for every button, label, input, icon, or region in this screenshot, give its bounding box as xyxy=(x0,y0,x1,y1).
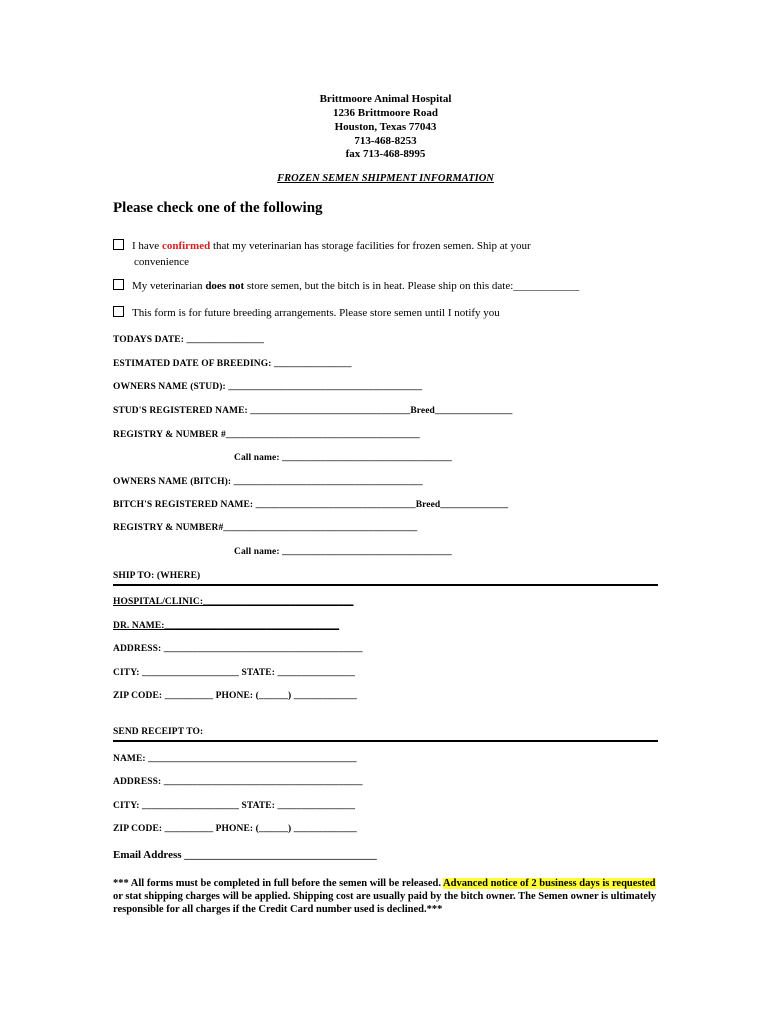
hospital-city: Houston, Texas 77043 xyxy=(334,121,437,133)
opt3-text: This form is for future breeding arrangements. Please store semen until I notify you xyxy=(132,307,500,319)
hospital-fax: fax 713-468-8995 xyxy=(345,148,426,160)
name2-field[interactable]: NAME: ___________________________________________ xyxy=(113,754,357,764)
option-does-not[interactable] xyxy=(113,278,613,294)
note-part2: or stat shipping charges will be applied. Shipping cost are usually paid by the bitch owner. The Semen owner is ultimately responsible for all charges if the Credit Card number used is declined.*** xyxy=(113,891,657,915)
todays-date-field[interactable]: TODAYS DATE: ________________ xyxy=(113,335,265,345)
note-highlight: Advanced notice of 2 business days is requested xyxy=(443,878,656,889)
hospital-street: 1236 Brittmoore Road xyxy=(333,107,438,119)
release-note xyxy=(113,877,658,916)
opt1-line2: convenience xyxy=(134,256,189,268)
checkbox-does-not[interactable] xyxy=(113,279,124,290)
zip-phone2-field[interactable]: ZIP CODE: __________ PHONE: (______) _____________ xyxy=(113,824,357,834)
hospital-phone: 713-468-8253 xyxy=(354,135,417,147)
hospital-clinic-field[interactable]: HOSPITAL/CLINIC:_______________________________ xyxy=(113,597,354,607)
opt1-bold: confirmed xyxy=(161,240,211,252)
dr-name-field[interactable]: DR. NAME:____________________________________ xyxy=(113,621,340,631)
option-confirmed[interactable] xyxy=(113,238,613,270)
owner-stud-field[interactable]: OWNERS NAME (STUD): ________________________________________ xyxy=(113,382,423,392)
section-heading: Please check one of the following xyxy=(113,200,323,216)
checkbox-confirmed[interactable] xyxy=(113,239,124,250)
checkbox-future[interactable] xyxy=(113,306,124,317)
est-breeding-field[interactable]: ESTIMATED DATE OF BREEDING: ________________ xyxy=(113,359,352,369)
registry1-field[interactable]: REGISTRY & NUMBER #________________________________________ xyxy=(113,430,420,440)
option-future[interactable] xyxy=(113,305,613,321)
opt1-pre: I have xyxy=(132,240,162,252)
stud-reg-field[interactable]: STUD'S REGISTERED NAME: _________________________________Breed________________ xyxy=(113,406,513,416)
hospital-name: Brittmoore Animal Hospital xyxy=(319,93,452,105)
address1-field[interactable]: ADDRESS: _________________________________________ xyxy=(113,644,363,654)
send-receipt-rule xyxy=(113,740,658,742)
email-field[interactable]: Email Address ___________________________________ xyxy=(113,849,377,861)
opt2-pre: My veterinarian xyxy=(132,280,206,292)
owner-bitch-field[interactable]: OWNERS NAME (BITCH): _______________________________________ xyxy=(113,477,423,487)
city-state2-field[interactable]: CITY: ____________________ STATE: ________________ xyxy=(113,801,356,811)
registry2-field[interactable]: REGISTRY & NUMBER#________________________________________ xyxy=(113,523,418,533)
opt2-post: store semen, but the bitch is in heat. Please ship on this date:____________ xyxy=(244,280,580,292)
send-receipt-label: SEND RECEIPT TO: xyxy=(113,727,204,737)
call-name1-field[interactable]: Call name: ___________________________________ xyxy=(234,453,452,463)
form-title: FROZEN SEMEN SHIPMENT INFORMATION xyxy=(277,173,494,184)
zip-phone1-field[interactable]: ZIP CODE: __________ PHONE: (______) _____________ xyxy=(113,691,357,701)
ship-to-rule xyxy=(113,584,658,586)
opt2-bold: does not xyxy=(205,280,245,292)
address2-field[interactable]: ADDRESS: _________________________________________ xyxy=(113,777,363,787)
city-state1-field[interactable]: CITY: ____________________ STATE: ________________ xyxy=(113,668,356,678)
call-name2-field[interactable]: Call name: ___________________________________ xyxy=(234,547,452,557)
bitch-reg-field[interactable]: BITCH'S REGISTERED NAME: _________________________________Breed______________ xyxy=(113,500,509,510)
note-part1: *** All forms must be completed in full before the semen will be released. xyxy=(113,878,444,889)
opt1-post: that my veterinarian has storage facilities for frozen semen. Ship at your xyxy=(210,240,531,252)
ship-to-label: SHIP TO: (WHERE) xyxy=(113,571,201,581)
